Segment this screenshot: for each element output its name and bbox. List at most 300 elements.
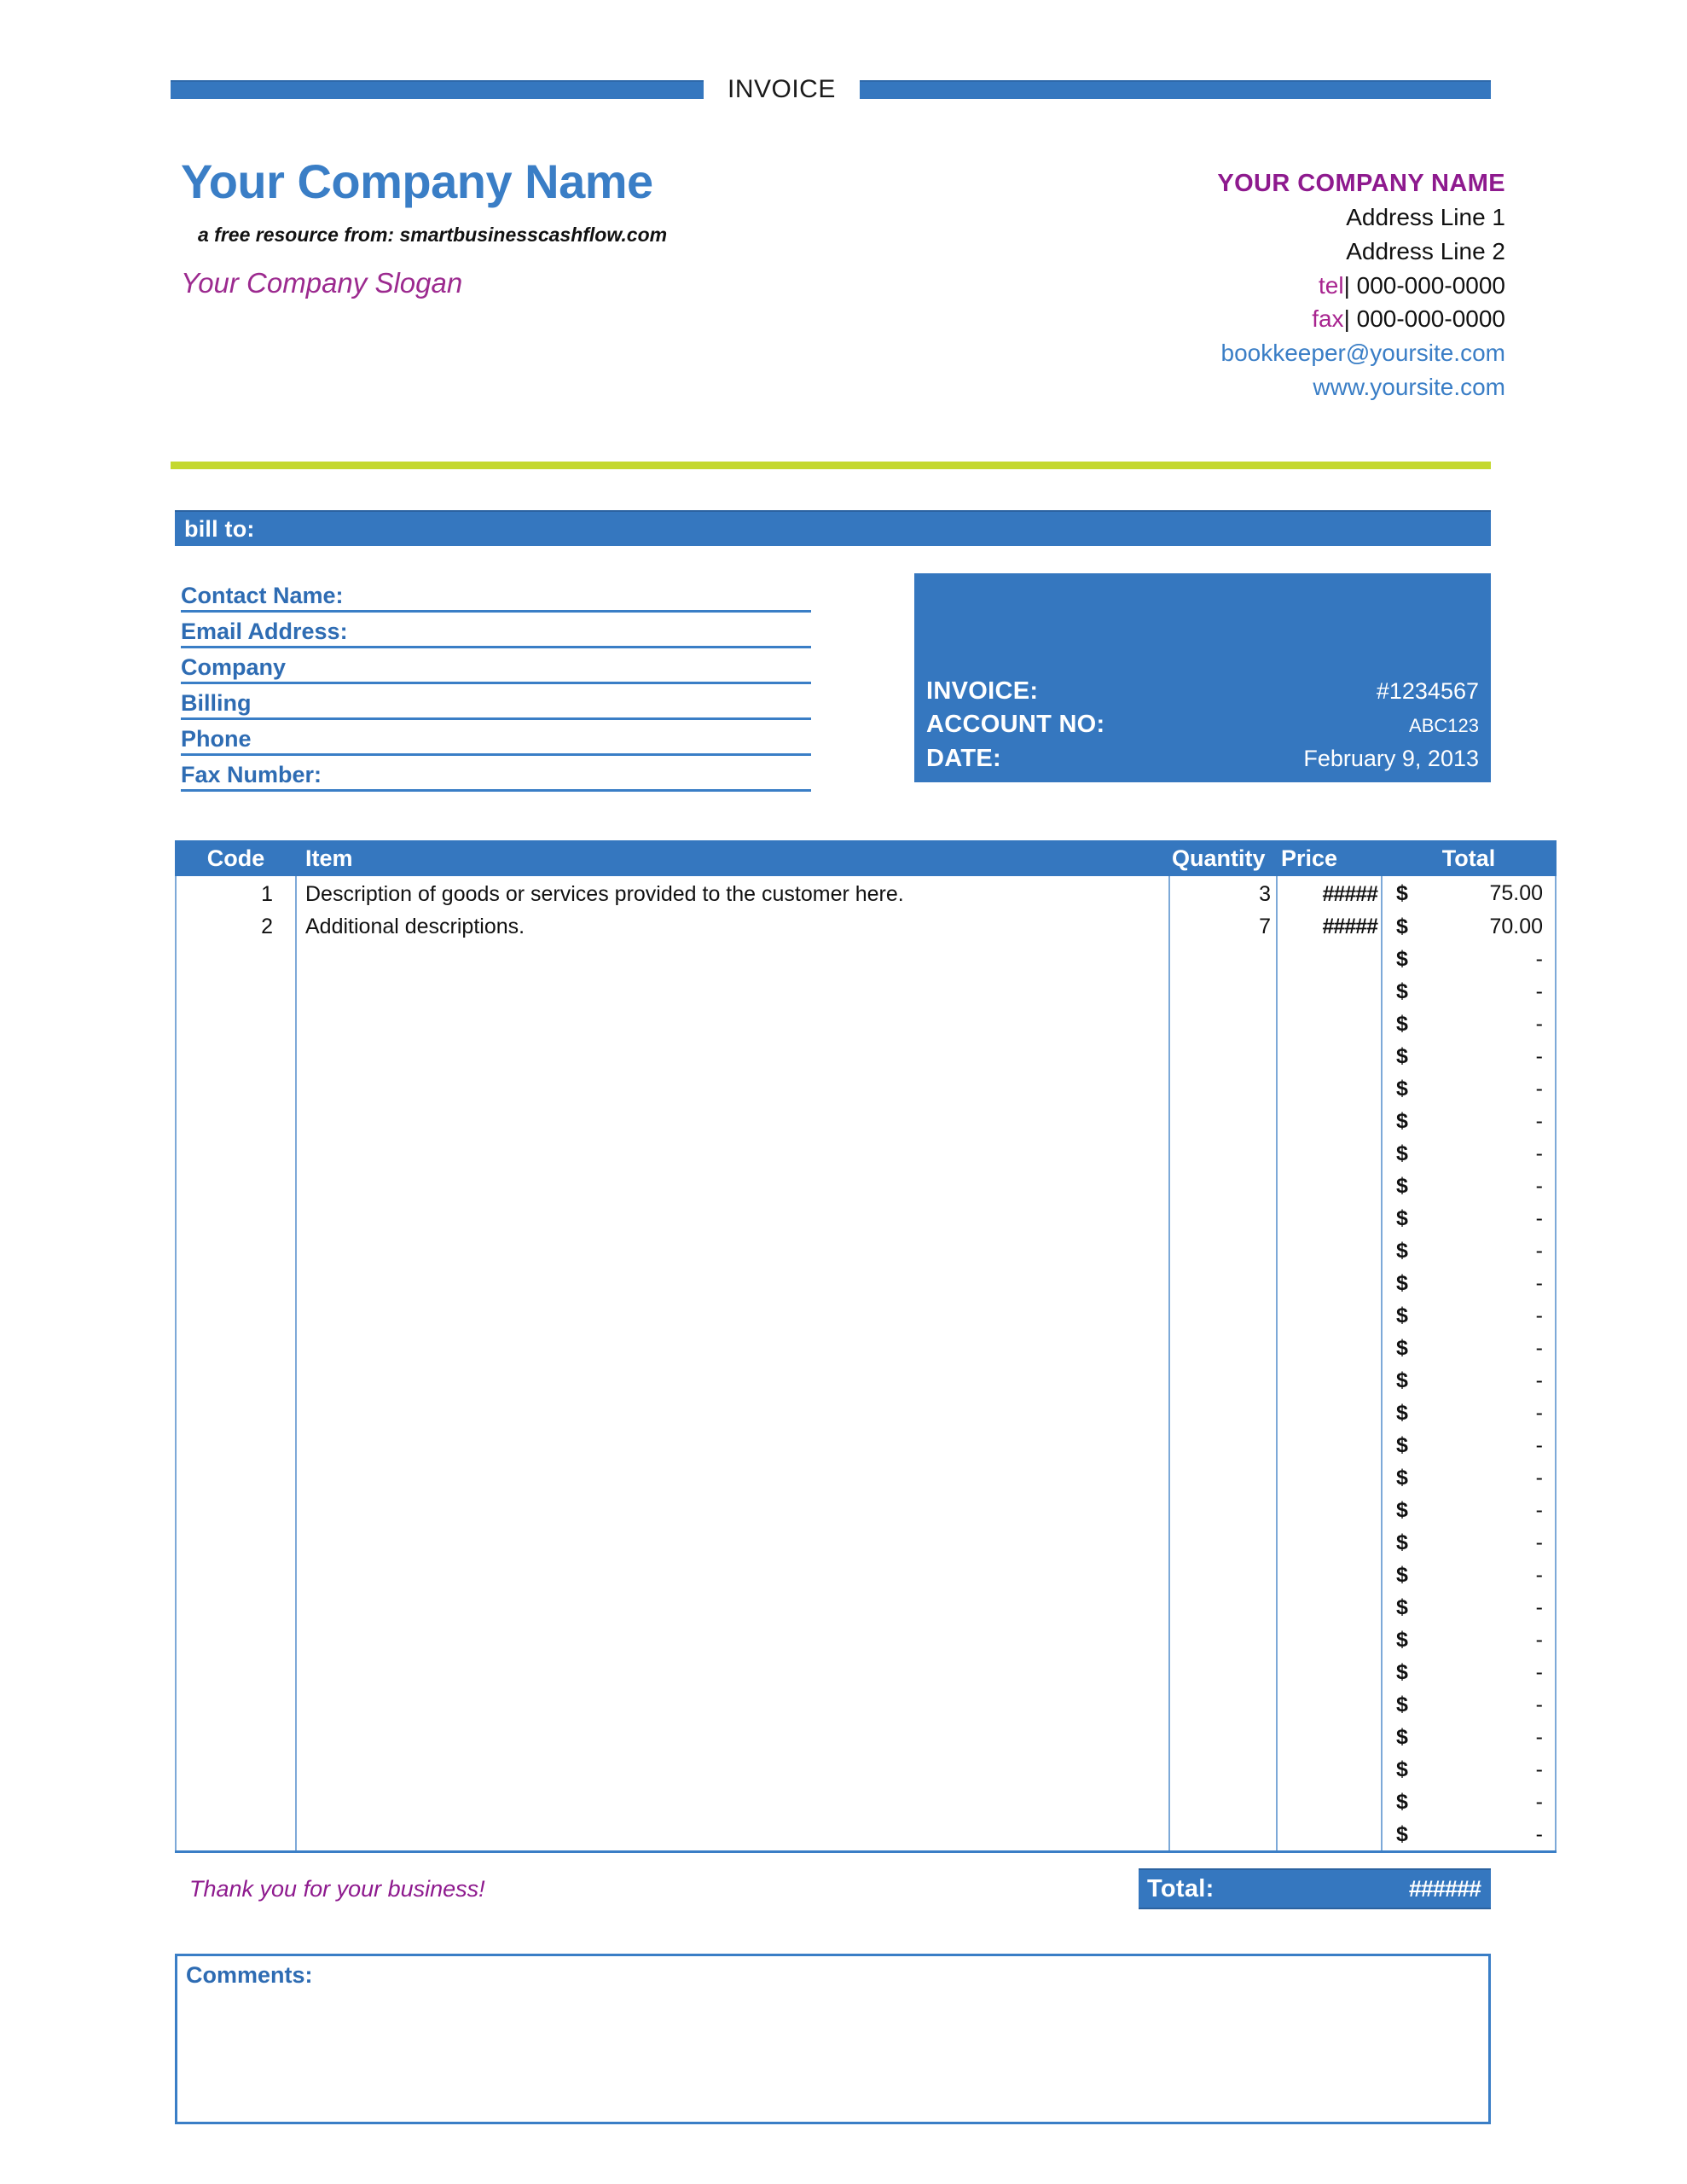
line-item-total-inner — [1383, 1822, 1555, 1847]
line-item-row-empty[interactable] — [176, 975, 1556, 1008]
invoice-info-value: #1234567 — [1376, 677, 1479, 704]
line-item-total-currency: $ — [1396, 1757, 1408, 1781]
line-item-row-empty[interactable] — [176, 1656, 1556, 1688]
line-item-total-currency: $ — [1396, 914, 1408, 938]
line-item-quantity — [1169, 1526, 1277, 1559]
line-item-row-empty[interactable] — [176, 1105, 1556, 1137]
line-item-quantity — [1169, 1656, 1277, 1688]
line-item-quantity — [1169, 1008, 1277, 1040]
line-item-code — [176, 975, 296, 1008]
line-item-quantity — [1169, 1494, 1277, 1526]
line-item-quantity — [1169, 1753, 1277, 1786]
line-item-price — [1277, 1559, 1382, 1591]
line-item-code — [176, 943, 296, 975]
line-item-total — [1382, 1364, 1556, 1397]
line-item-total-currency: $ — [1396, 1043, 1408, 1068]
invoice-info-value: February 9, 2013 — [1303, 745, 1479, 771]
comments-box[interactable] — [175, 1954, 1491, 2124]
line-item-total-amount: - — [1535, 1627, 1543, 1652]
line-item-total — [1382, 1526, 1556, 1559]
line-item-row-empty[interactable] — [176, 1040, 1556, 1072]
line-items-head — [176, 840, 1556, 876]
line-item-total-currency: $ — [1396, 1303, 1408, 1327]
line-item-total-currency: $ — [1396, 1465, 1408, 1490]
line-item-quantity — [1169, 1364, 1277, 1397]
line-item-total-amount: 75.00 — [1489, 880, 1543, 905]
line-item-total-amount: - — [1535, 1400, 1543, 1425]
line-item-code — [176, 1688, 296, 1721]
bill-to-banner — [175, 510, 1491, 546]
line-item-code — [176, 1623, 296, 1656]
line-item-row-empty[interactable] — [176, 1170, 1556, 1202]
line-item-row-empty[interactable] — [176, 1364, 1556, 1397]
line-item-code — [176, 1364, 296, 1397]
line-item-total-currency: $ — [1396, 1432, 1408, 1457]
invoice-info-box — [914, 573, 1491, 782]
line-items-header-row — [176, 840, 1556, 876]
line-item-quantity — [1169, 1721, 1277, 1753]
line-item-total-inner — [1383, 915, 1555, 939]
line-item-total-inner — [1383, 1012, 1555, 1037]
line-item-total-currency: $ — [1396, 1400, 1408, 1425]
document-header-rule — [171, 75, 1491, 103]
line-item-description: Description of goods or services provided to the customer here. — [296, 876, 1169, 910]
line-item-total-currency: $ — [1396, 1270, 1408, 1295]
column-header-item[interactable]: Item — [296, 840, 1169, 876]
line-item-total-inner — [1383, 1368, 1555, 1393]
invoice-info-label: INVOICE: — [926, 677, 1039, 705]
line-item-row-empty[interactable] — [176, 1267, 1556, 1299]
line-item-price — [1277, 1040, 1382, 1072]
line-item-total — [1382, 1267, 1556, 1299]
invoice-footer-row — [175, 1868, 1491, 1909]
line-item-description — [296, 1170, 1169, 1202]
line-item-code — [176, 1072, 296, 1105]
line-item-total — [1382, 1623, 1556, 1656]
grand-total-value: ###### — [1408, 1875, 1481, 1902]
line-item-total-inner — [1383, 1304, 1555, 1328]
line-item-total — [1382, 1040, 1556, 1072]
line-item-total-inner — [1383, 947, 1555, 972]
column-header-total[interactable]: Total — [1382, 840, 1556, 876]
contact-fax — [977, 302, 1505, 336]
invoice-info-row — [926, 708, 1479, 741]
line-item-total-inner — [1383, 1044, 1555, 1069]
line-item-description — [296, 1008, 1169, 1040]
line-item-total-amount: 70.00 — [1489, 914, 1543, 938]
line-item-total-inner — [1383, 1141, 1555, 1166]
bill-to-field-row[interactable] — [181, 720, 811, 756]
line-item-total-amount: - — [1535, 1043, 1543, 1068]
bill-to-field-row[interactable] — [181, 648, 811, 684]
line-item-code — [176, 1234, 296, 1267]
line-item-code — [176, 1299, 296, 1332]
line-item-total-currency: $ — [1396, 1821, 1408, 1846]
line-item-quantity — [1169, 1137, 1277, 1170]
line-item-quantity — [1169, 1267, 1277, 1299]
contact-telephone-separator: | — [1343, 271, 1350, 299]
line-item-total — [1382, 1332, 1556, 1364]
line-item-total — [1382, 1234, 1556, 1267]
column-header-price[interactable]: Price — [1277, 840, 1382, 876]
line-item-total — [1382, 1397, 1556, 1429]
column-header-code[interactable]: Code — [176, 840, 296, 876]
line-item-total-inner — [1383, 1401, 1555, 1426]
line-item-description — [296, 1040, 1169, 1072]
line-item-price — [1277, 1591, 1382, 1623]
line-item-total-currency: $ — [1396, 1368, 1408, 1392]
line-item-row-empty[interactable] — [176, 1072, 1556, 1105]
line-item-total-currency: $ — [1396, 979, 1408, 1003]
line-item-price — [1277, 943, 1382, 975]
line-item-quantity — [1169, 1397, 1277, 1429]
line-item-total-inner — [1383, 1693, 1555, 1717]
thank-you-message: Thank you for your business! — [189, 1875, 485, 1902]
line-item-price — [1277, 1429, 1382, 1461]
invoice-info-label: DATE: — [926, 744, 1001, 772]
line-item-quantity — [1169, 1072, 1277, 1105]
company-tagline: a free resource from: smartbusinesscashflow.com — [198, 224, 668, 246]
line-item-total-amount: - — [1535, 1270, 1543, 1295]
contact-fax-separator: | — [1343, 305, 1350, 333]
line-item-total-inner — [1383, 1174, 1555, 1199]
line-item-description — [296, 975, 1169, 1008]
line-item-row-empty[interactable] — [176, 1461, 1556, 1494]
line-items-body — [176, 876, 1556, 1852]
line-item-code — [176, 1137, 296, 1170]
line-item-row-empty[interactable] — [176, 1753, 1556, 1786]
line-item-row-empty[interactable] — [176, 1559, 1556, 1591]
line-item-total-currency: $ — [1396, 1011, 1408, 1036]
line-item-row-empty[interactable] — [176, 1397, 1556, 1429]
line-item-quantity — [1169, 1299, 1277, 1332]
line-item-total-currency: $ — [1396, 1141, 1408, 1165]
line-item-total-currency: $ — [1396, 1562, 1408, 1587]
line-item-price — [1277, 1008, 1382, 1040]
line-item-quantity — [1169, 1202, 1277, 1234]
bill-to-field-label: Email Address: — [181, 619, 348, 644]
line-item-description — [296, 1494, 1169, 1526]
line-item-quantity — [1169, 1332, 1277, 1364]
line-item-code — [176, 1202, 296, 1234]
line-item-quantity — [1169, 1591, 1277, 1623]
line-item-price — [1277, 1170, 1382, 1202]
section-divider — [171, 462, 1491, 469]
line-item-total-amount: - — [1535, 1303, 1543, 1327]
line-item-code — [176, 1818, 296, 1852]
line-item-code — [176, 1461, 296, 1494]
line-item-price — [1277, 975, 1382, 1008]
line-item-description — [296, 1526, 1169, 1559]
line-item-price — [1277, 1656, 1382, 1688]
line-item-total — [1382, 1656, 1556, 1688]
comments-label: Comments: — [186, 1962, 313, 1988]
line-item-quantity — [1169, 1688, 1277, 1721]
contact-address-line-2: Address Line 2 — [1346, 237, 1505, 264]
line-item-code — [176, 1494, 296, 1526]
line-item-row-empty[interactable] — [176, 1008, 1556, 1040]
bill-to-field-row[interactable] — [181, 756, 811, 792]
line-item-total — [1382, 975, 1556, 1008]
line-items-table — [175, 840, 1557, 1853]
line-item-price — [1277, 1461, 1382, 1494]
column-header-quantity[interactable]: Quantity — [1169, 840, 1277, 876]
grand-total-label: Total: — [1147, 1874, 1215, 1902]
line-item-description — [296, 1105, 1169, 1137]
line-item-quantity — [1169, 1234, 1277, 1267]
line-item-total-inner — [1383, 1595, 1555, 1620]
line-item-quantity — [1169, 943, 1277, 975]
line-item-code — [176, 1656, 296, 1688]
line-item-total-amount: - — [1535, 1368, 1543, 1392]
line-item-total-inner — [1383, 1271, 1555, 1296]
line-item-total-inner — [1383, 1077, 1555, 1101]
line-item-price — [1277, 1105, 1382, 1137]
line-item-total-amount: - — [1535, 1173, 1543, 1198]
line-item-quantity — [1169, 1786, 1277, 1818]
line-item-total-currency: $ — [1396, 1335, 1408, 1360]
line-item-description — [296, 1332, 1169, 1364]
line-item-row-empty[interactable] — [176, 943, 1556, 975]
line-item-quantity — [1169, 1105, 1277, 1137]
line-item-row-empty[interactable] — [176, 1202, 1556, 1234]
line-item-total-inner — [1383, 1466, 1555, 1490]
line-item-description — [296, 943, 1169, 975]
line-item-code — [176, 1753, 296, 1786]
line-item-total-currency: $ — [1396, 880, 1408, 905]
line-item-total-currency: $ — [1396, 1594, 1408, 1619]
line-item-description — [296, 1397, 1169, 1429]
invoice-info-value: ABC123 — [1409, 715, 1479, 737]
line-item-total — [1382, 1494, 1556, 1526]
line-item-total-amount: - — [1535, 1562, 1543, 1587]
line-item-price — [1277, 1202, 1382, 1234]
invoice-info-row — [926, 742, 1479, 775]
line-item-description — [296, 1591, 1169, 1623]
line-item-total — [1382, 943, 1556, 975]
line-item-description — [296, 1818, 1169, 1852]
line-item-total-currency: $ — [1396, 1627, 1408, 1652]
bill-to-banner-label: bill to: — [184, 515, 255, 542]
line-item-row-empty[interactable] — [176, 1721, 1556, 1753]
invoice-info-label: ACCOUNT NO: — [926, 711, 1105, 739]
line-item-description — [296, 1786, 1169, 1818]
line-item-total-amount: - — [1535, 1497, 1543, 1522]
line-item-row-empty[interactable] — [176, 1137, 1556, 1170]
grand-total-bar — [1139, 1868, 1491, 1909]
line-item-row-empty[interactable] — [176, 1786, 1556, 1818]
line-item-price — [1277, 1364, 1382, 1397]
line-item-price — [1277, 1072, 1382, 1105]
line-item-code — [176, 1526, 296, 1559]
line-item-description — [296, 1234, 1169, 1267]
line-item-total-amount: - — [1535, 1108, 1543, 1133]
line-item-total-inner — [1383, 1757, 1555, 1782]
line-item-total — [1382, 1591, 1556, 1623]
line-item-description — [296, 1461, 1169, 1494]
invoice-info-row — [926, 675, 1479, 708]
line-item-code — [176, 1397, 296, 1429]
line-item-total-currency: $ — [1396, 1530, 1408, 1554]
line-item-description — [296, 1429, 1169, 1461]
line-item-price — [1277, 1786, 1382, 1818]
line-item-total-inner — [1383, 979, 1555, 1004]
line-item-quantity: 3 — [1169, 876, 1277, 910]
line-item-description — [296, 1299, 1169, 1332]
line-item-total — [1382, 1721, 1556, 1753]
line-item-total-inner — [1383, 1109, 1555, 1134]
line-item-total-inner — [1383, 1206, 1555, 1231]
line-item-description — [296, 1656, 1169, 1688]
company-slogan: Your Company Slogan — [181, 267, 463, 299]
line-item-description — [296, 1623, 1169, 1656]
line-item-total-inner — [1383, 1531, 1555, 1555]
line-item-total-inner — [1383, 1790, 1555, 1815]
line-item-row-empty[interactable] — [176, 1818, 1556, 1852]
line-item-row-empty[interactable] — [176, 1688, 1556, 1721]
line-item-description — [296, 1072, 1169, 1105]
line-item-total-currency: $ — [1396, 1692, 1408, 1716]
bill-to-field-label: Contact Name: — [181, 583, 344, 608]
line-item-row-empty[interactable] — [176, 1332, 1556, 1364]
line-item-code — [176, 1105, 296, 1137]
bill-to-field-row[interactable] — [181, 613, 811, 648]
line-item-code — [176, 1721, 296, 1753]
line-item-total — [1382, 1688, 1556, 1721]
line-item-quantity: 7 — [1169, 910, 1277, 943]
line-item-total-amount: - — [1535, 1432, 1543, 1457]
line-item-total-amount: - — [1535, 1789, 1543, 1814]
line-item-description — [296, 1364, 1169, 1397]
line-item-total-amount: - — [1535, 979, 1543, 1003]
line-item-total-currency: $ — [1396, 1497, 1408, 1522]
line-item-total-currency: $ — [1396, 946, 1408, 971]
document-title: INVOICE — [728, 75, 836, 103]
line-item-total-inner — [1383, 1336, 1555, 1361]
line-item-price — [1277, 1494, 1382, 1526]
line-item-total-inner — [1383, 1433, 1555, 1458]
line-item-price — [1277, 1137, 1382, 1170]
line-item-price — [1277, 1267, 1382, 1299]
line-item-quantity — [1169, 1818, 1277, 1852]
line-item-total — [1382, 876, 1556, 910]
bill-to-field-label: Phone — [181, 726, 252, 752]
line-item-quantity — [1169, 1040, 1277, 1072]
line-item-code — [176, 1040, 296, 1072]
line-item-row-empty[interactable] — [176, 1429, 1556, 1461]
line-item-quantity — [1169, 1623, 1277, 1656]
line-item-total — [1382, 1429, 1556, 1461]
line-item-row[interactable] — [176, 876, 1556, 910]
line-item-total — [1382, 1818, 1556, 1852]
line-item-total-amount: - — [1535, 1076, 1543, 1101]
line-item-code — [176, 1008, 296, 1040]
contact-telephone — [977, 269, 1505, 303]
line-item-price — [1277, 1623, 1382, 1656]
contact-address-line-1: Address Line 1 — [1346, 204, 1505, 231]
line-item-row-empty[interactable] — [176, 1591, 1556, 1623]
line-item-row-empty[interactable] — [176, 1623, 1556, 1656]
line-item-total-inner — [1383, 1563, 1555, 1588]
line-item-description — [296, 1137, 1169, 1170]
line-item-code — [176, 1591, 296, 1623]
line-item-description — [296, 1721, 1169, 1753]
line-item-price — [1277, 1688, 1382, 1721]
line-item-total — [1382, 1299, 1556, 1332]
line-item-total-amount: - — [1535, 1141, 1543, 1165]
line-item-total-amount: - — [1535, 1692, 1543, 1716]
line-item-code — [176, 1786, 296, 1818]
line-item-total — [1382, 1137, 1556, 1170]
line-item-total — [1382, 1072, 1556, 1105]
line-item-total-inner — [1383, 1498, 1555, 1523]
line-item-code — [176, 1429, 296, 1461]
line-item-total-amount: - — [1535, 1011, 1543, 1036]
line-item-total-currency: $ — [1396, 1238, 1408, 1263]
bill-to-fields — [181, 577, 811, 792]
line-item-row-empty[interactable] — [176, 1299, 1556, 1332]
line-item-total-amount: - — [1535, 1821, 1543, 1846]
line-item-row[interactable] — [176, 910, 1556, 943]
line-item-code — [176, 1170, 296, 1202]
line-item-row-empty[interactable] — [176, 1526, 1556, 1559]
company-name: Your Company Name — [181, 154, 653, 208]
line-item-total-amount: - — [1535, 1724, 1543, 1749]
contact-fax-value: 000-000-0000 — [1356, 305, 1505, 333]
contact-telephone-value: 000-000-0000 — [1356, 271, 1505, 299]
line-item-price — [1277, 1234, 1382, 1267]
line-item-price: ##### — [1277, 876, 1382, 910]
line-item-total-amount: - — [1535, 1530, 1543, 1554]
line-item-total-amount: - — [1535, 1659, 1543, 1684]
line-item-code — [176, 1332, 296, 1364]
line-item-total-currency: $ — [1396, 1789, 1408, 1814]
line-item-code — [176, 1267, 296, 1299]
line-item-total-amount: - — [1535, 1335, 1543, 1360]
line-item-quantity — [1169, 975, 1277, 1008]
line-item-quantity — [1169, 1429, 1277, 1461]
line-item-description — [296, 1559, 1169, 1591]
contact-company-name: YOUR COMPANY NAME — [1217, 170, 1505, 197]
line-item-code: 2 — [176, 910, 296, 943]
line-item-description — [296, 1753, 1169, 1786]
contact-telephone-label: tel — [1318, 271, 1344, 299]
line-item-total-amount: - — [1535, 1238, 1543, 1263]
contact-email[interactable]: bookkeeper@yoursite.com — [1220, 340, 1505, 367]
line-item-price — [1277, 1299, 1382, 1332]
line-item-row-empty[interactable] — [176, 1234, 1556, 1267]
bill-to-field-row[interactable] — [181, 577, 811, 613]
line-item-total — [1382, 1170, 1556, 1202]
line-item-total-inner — [1383, 1628, 1555, 1653]
line-item-description — [296, 1688, 1169, 1721]
line-item-total — [1382, 1786, 1556, 1818]
contact-website[interactable]: www.yoursite.com — [1313, 373, 1505, 400]
bill-to-field-row[interactable] — [181, 684, 811, 720]
line-item-price — [1277, 1526, 1382, 1559]
header-rule-right — [860, 80, 1491, 99]
line-item-total — [1382, 1008, 1556, 1040]
line-item-code — [176, 1559, 296, 1591]
line-item-total-currency: $ — [1396, 1108, 1408, 1133]
invoice-info-rows — [926, 675, 1479, 775]
line-item-total — [1382, 1753, 1556, 1786]
line-item-price — [1277, 1332, 1382, 1364]
line-item-total-currency: $ — [1396, 1076, 1408, 1101]
line-item-price — [1277, 1753, 1382, 1786]
line-item-total — [1382, 1202, 1556, 1234]
line-item-row-empty[interactable] — [176, 1494, 1556, 1526]
